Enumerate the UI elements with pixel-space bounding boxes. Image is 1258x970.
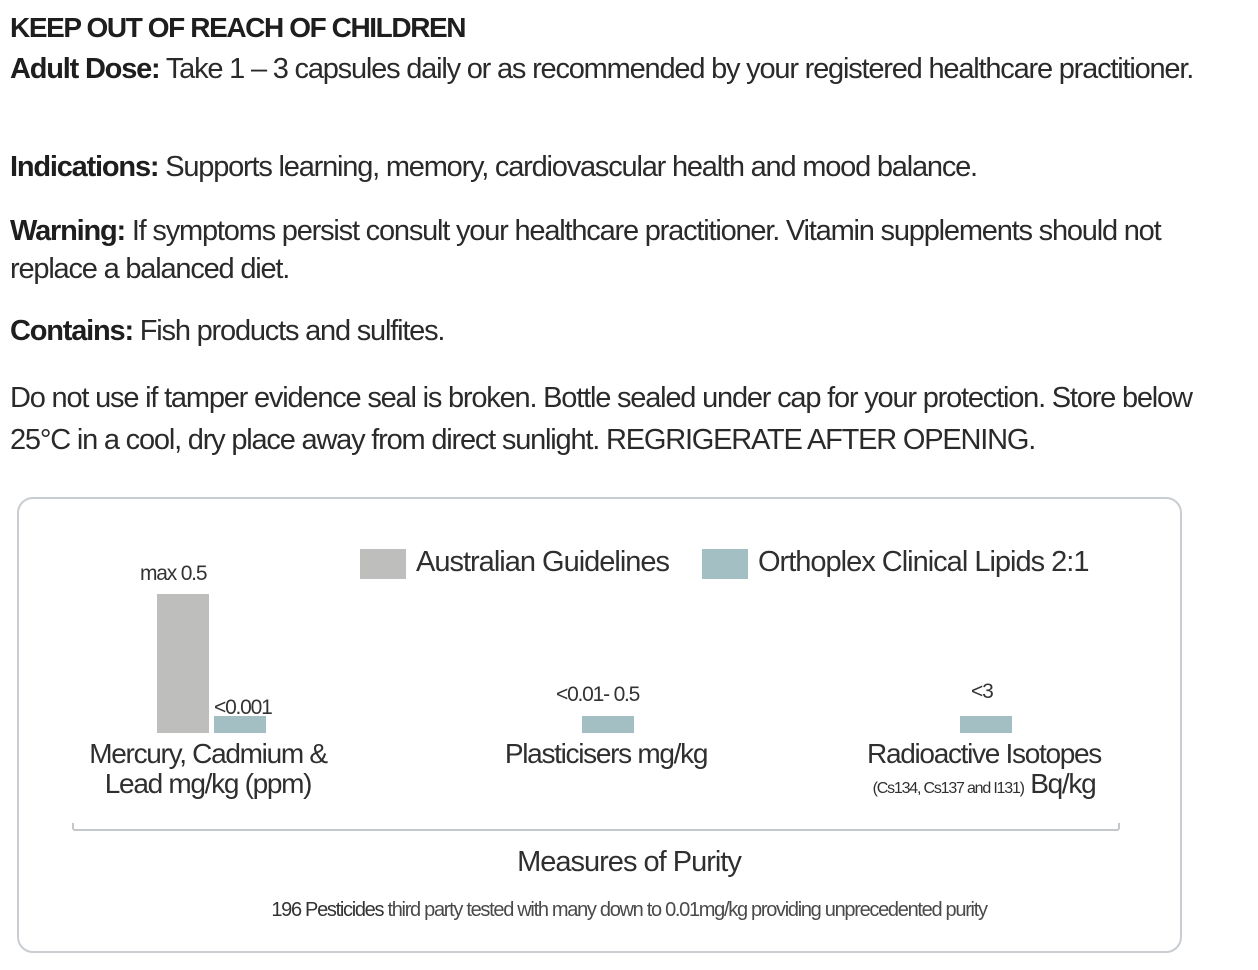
category-isotopes-elements: (Cs134, Cs137 and I131) bbox=[872, 780, 1024, 797]
category-isotopes-unit: Bq/kg bbox=[1030, 768, 1096, 799]
category-plasticisers-line1: Plasticisers mg/kg bbox=[504, 738, 708, 769]
category-heavy-metals-line2: Lead mg/kg (ppm) bbox=[104, 768, 312, 799]
data-label-orthoplex-isotopes: <3 bbox=[971, 680, 993, 703]
dose-paragraph bbox=[10, 50, 1244, 88]
dose-term: Adult Dose: bbox=[10, 53, 160, 85]
category-isotopes-line1: Radioactive Isotopes bbox=[867, 738, 1101, 769]
data-label-orthoplex-plasticisers: <0.01- 0.5 bbox=[556, 683, 640, 706]
warning-paragraph bbox=[10, 212, 1244, 288]
data-label-guidelines-heavy-metals: max 0.5 bbox=[140, 562, 207, 585]
legend-label-guidelines: Australian Guidelines bbox=[416, 546, 670, 578]
bar-orthoplex-plasticisers bbox=[582, 716, 634, 733]
bar-orthoplex-isotopes bbox=[960, 716, 1012, 733]
indications-term: Indications: bbox=[10, 151, 159, 183]
category-isotopes-line2-wrap bbox=[834, 769, 1134, 804]
category-label-heavy-metals bbox=[58, 739, 358, 799]
category-label-plasticisers bbox=[456, 739, 756, 769]
warning-term: Warning: bbox=[10, 215, 125, 247]
contains-term: Contains: bbox=[10, 315, 133, 347]
warning-text: If symptoms persist consult your healthcare practitioner. Vitamin supplements should not replace a balanced diet. bbox=[10, 215, 1161, 285]
category-heavy-metals-line1: Mercury, Cadmium & bbox=[89, 738, 327, 769]
storage-paragraph: Do not use if tamper evidence seal is broken. Bottle sealed under cap for your protection. Store below 25°C in a cool, dry place away from direct sunlight. REGRIGERATE AFTER OPENING. bbox=[10, 382, 1192, 456]
footnote-bold: 196 Pesticides bbox=[271, 899, 384, 921]
indications-paragraph bbox=[10, 148, 1244, 186]
contains-paragraph bbox=[10, 312, 1244, 350]
contains-text: Fish products and sulfites. bbox=[139, 315, 445, 347]
dose-text: Take 1 – 3 capsules daily or as recommended by your registered healthcare practitioner. bbox=[165, 53, 1194, 85]
pesticides-footnote bbox=[0, 899, 1258, 922]
data-label-orthoplex-heavy-metals: <0.001 bbox=[214, 696, 272, 719]
legend-label-orthoplex: Orthoplex Clinical Lipids 2:1 bbox=[758, 546, 1089, 578]
safety-heading: KEEP OUT OF REACH OF CHILDREN bbox=[10, 12, 466, 43]
legend-swatch-guidelines bbox=[360, 549, 406, 579]
bar-guidelines-heavy-metals bbox=[157, 594, 209, 733]
category-label-isotopes bbox=[834, 739, 1134, 804]
chart-title: Measures of Purity bbox=[517, 846, 741, 878]
footnote-text: third party tested with many down to 0.01mg/kg providing unprecedented purity bbox=[387, 899, 987, 921]
category-axis-bracket bbox=[72, 823, 1120, 831]
indications-text: Supports learning, memory, cardiovascular health and mood balance. bbox=[165, 151, 977, 183]
legend-swatch-orthoplex bbox=[702, 549, 748, 579]
